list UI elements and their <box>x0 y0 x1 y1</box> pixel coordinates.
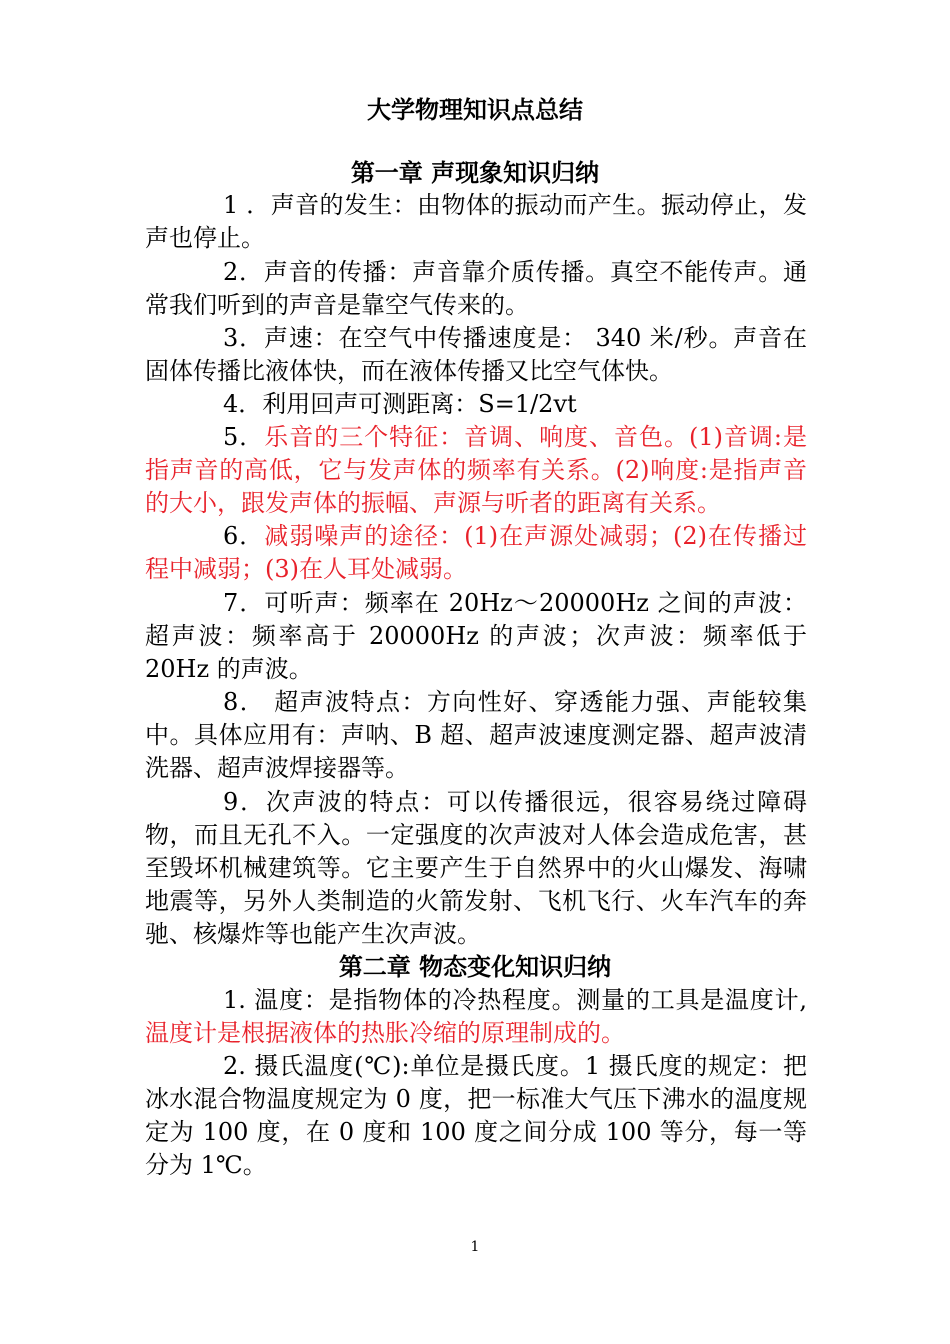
page-number: 1 <box>470 1239 480 1255</box>
chapter-1-heading: 第一章 声现象知识归纳 <box>350 158 600 187</box>
document-title: 大学物理知识点总结 <box>367 95 583 124</box>
ch1-paragraph-9: 9．次声波的特点：可以传播很远，很容易绕过障碍物，而且无孔不入。一定强度的次声波对人体会造成危害，甚至毁坏机械建筑等。它主要产生于自然界中的火山爆发、海啸地震等，另外人类制造的火箭发射、飞机飞行、火车汽车的奔驰、核爆炸等也能产生次声波。 <box>145 788 807 948</box>
ch1-paragraph-1: 1 ．声音的发生：由物体的振动而产生。振动停止，发声也停止。 <box>145 191 807 252</box>
ch1-paragraph-4: 4．利用回声可测距离：S=1/2vt <box>223 390 577 418</box>
ch1-paragraph-5-highlight: 乐音的三个特征：音调、响度、音色。(1)音调:是指声音的高低，它与发声体的频率有关系。(2)响度:是指声音的大小，跟发声体的振幅、声源与听者的距离有关系。 <box>145 423 807 517</box>
ch1-paragraph-7: 7．可听声：频率在 20Hz～20000Hz 之间的声波：超声波：频率高于 20000Hz 的声波；次声波：频率低于 20Hz 的声波。 <box>145 589 807 683</box>
ch1-paragraph-2: 2．声音的传播：声音靠介质传播。真空不能传声。通常我们听到的声音是靠空气传来的。 <box>145 258 807 319</box>
ch1-paragraph-3: 3．声速：在空气中传播速度是： 340 米/秒。声音在固体传播比液体快，而在液体传播又比空气体快。 <box>145 324 807 385</box>
ch2-paragraph-2: 2. 摄氏温度(℃):单位是摄氏度。1 摄氏度的规定：把冰水混合物温度规定为 0 度，把一标准大气压下沸水的温度规定为 100 度，在 0 度和 100 度之间分成 100 等分，每一等分为 1℃。 <box>145 1052 807 1179</box>
ch2-paragraph-1 <box>145 984 807 1050</box>
ch1-paragraph-6 <box>145 520 807 586</box>
ch1-paragraph-5 <box>145 421 807 520</box>
chapter-2-heading: 第二章 物态变化知识归纳 <box>338 952 612 981</box>
ch2-paragraph-1-highlight: 温度计是根据液体的热胀冷缩的原理制成的。 <box>145 1019 625 1047</box>
ch2-paragraph-1-text: 1. 温度：是指物体的冷热程度。测量的工具是温度计, <box>223 986 807 1014</box>
ch1-paragraph-6-highlight: 减弱噪声的途径：(1)在声源处减弱；(2)在传播过程中减弱；(3)在人耳处减弱。 <box>145 522 807 583</box>
ch1-paragraph-5-number: 5． <box>223 423 265 451</box>
ch1-paragraph-8: 8． 超声波特点：方向性好、穿透能力强、声能较集中。具体应用有：声呐、B 超、超声波速度测定器、超声波清洗器、超声波焊接器等。 <box>145 688 807 782</box>
ch1-paragraph-6-number: 6． <box>223 522 265 550</box>
